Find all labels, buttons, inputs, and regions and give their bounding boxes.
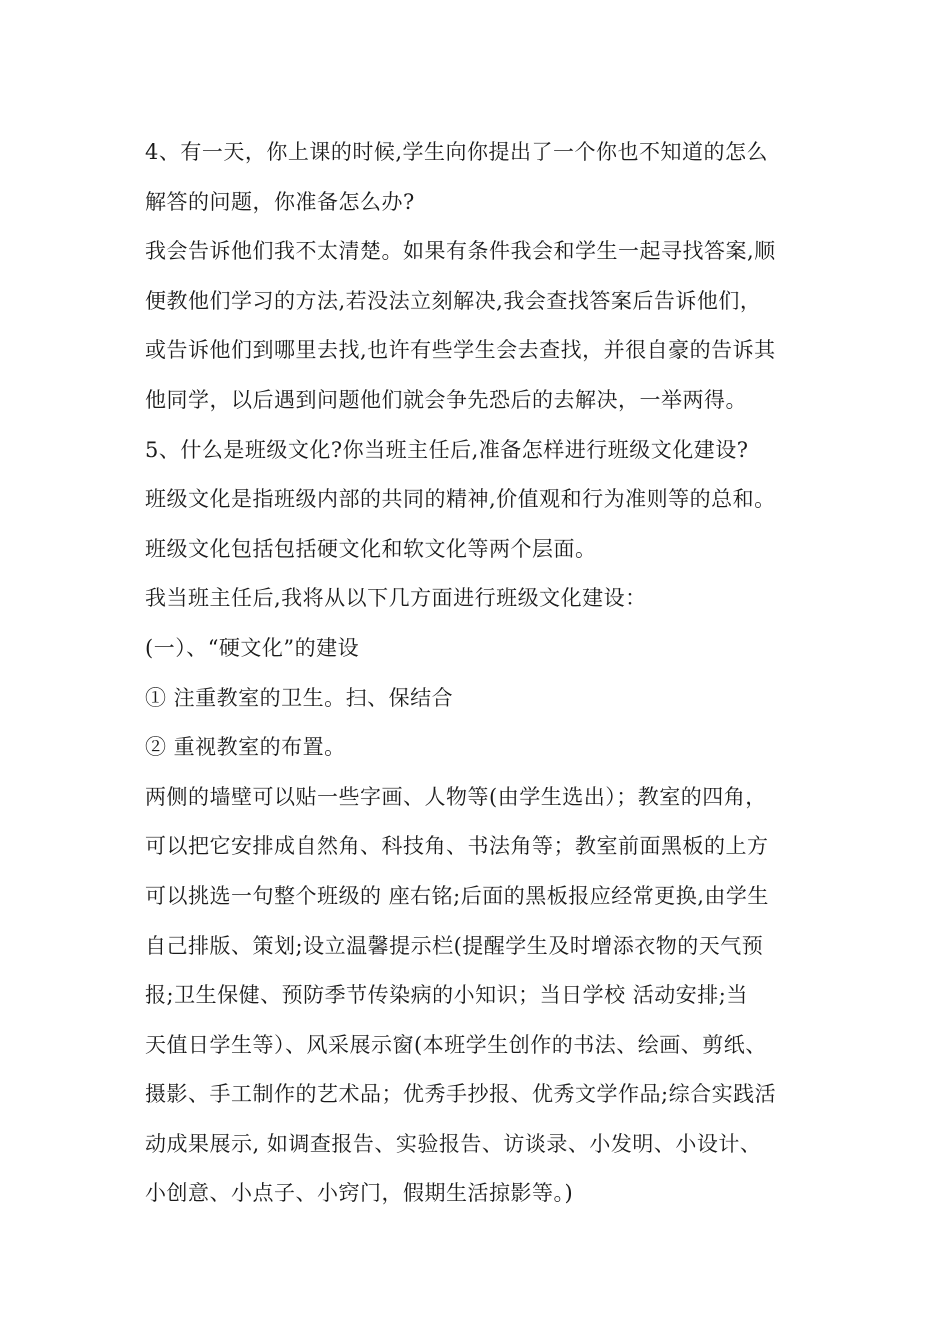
text-line: ② 重视教室的布置。 [145, 735, 346, 760]
text-line: 班级文化是指班级内部的共同的精神,价值观和行为准则等的总和。 [145, 487, 776, 512]
text-line: 可以把它安排成自然角、科技角、书法角等；教室前面黑板的上方 [145, 834, 769, 859]
text-line: 班级文化包括包括硬文化和软文化等两个层面。 [145, 536, 597, 561]
text-line: 解答的问题，你准备怎么办? [145, 189, 415, 214]
text-line: 小创意、小点子、小窍门，假期生活掠影等。) [145, 1181, 574, 1206]
text-line: ① 注重教室的卫生。扫、保结合 [145, 685, 454, 710]
text-line: 摄影、手工制作的艺术品；优秀手抄报、优秀文学作品;综合实践活 [145, 1082, 777, 1107]
text-line: 我会告诉他们我不太清楚。如果有条件我会和学生一起寻找答案,顺 [145, 239, 776, 264]
text-line: 动成果展示, 如调查报告、实验报告、访谈录、小发明、小设计、 [145, 1131, 762, 1156]
text-line: 5、什么是班级文化?你当班主任后,准备怎样进行班级文化建设? [145, 437, 749, 462]
text-line: 或告诉他们到哪里去找,也许有些学生会去查找，并很自豪的告诉其 [145, 338, 776, 363]
text-line: 4、有一天，你上课的时候,学生向你提出了一个你也不知道的怎么 [145, 140, 769, 164]
text-line: 天值日学生等）、风采展示窗(本班学生创作的书法、绘画、剪纸、 [145, 1032, 767, 1057]
text-line: (一）、“硬文化”的建设 [145, 635, 360, 660]
text-line: 自己排版、策划;设立温馨提示栏(提醒学生及时增添衣物的天气预 [145, 933, 764, 958]
text-line: 两侧的墙壁可以贴一些字画、人物等(由学生选出）；教室的四角， [145, 784, 767, 809]
text-line: 报;卫生保健、预防季节传染病的小知识；当日学校 活动安排;当 [145, 983, 748, 1008]
text-line: 便教他们学习的方法,若没法立刻解决,我会查找答案后告诉他们， [145, 288, 762, 313]
text-line: 可以挑选一句整个班级的 座右铭;后面的黑板报应经常更换,由学生 [145, 883, 769, 908]
text-line: 我当班主任后,我将从以下几方面进行班级文化建设： [145, 586, 647, 611]
document-body [145, 128, 815, 1219]
text-line: 他同学，以后遇到问题他们就会争先恐后的去解决，一举两得。 [145, 387, 747, 412]
